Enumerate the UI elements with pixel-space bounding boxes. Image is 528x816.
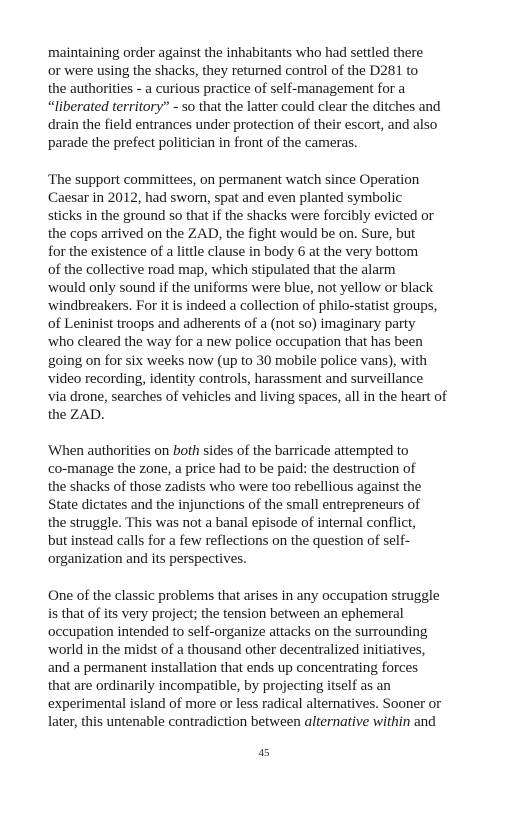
text-segment: and [410, 713, 436, 731]
text-segment: and a permanent installation that ends up concentrating forces [48, 658, 418, 676]
body-text [48, 44, 488, 749]
text-segment: of the collective road map, which stipulated that the alarm [48, 261, 396, 279]
italic-text: liberated territory [54, 98, 163, 116]
text-segment: “ [48, 98, 55, 116]
text-line [48, 98, 488, 116]
text-line [48, 442, 488, 460]
text-segment: the authorities - a curious practice of self-management for a [48, 80, 405, 98]
text-line [48, 225, 488, 243]
text-segment: parade the prefect politician in front of the cameras. [48, 134, 358, 152]
text-segment: co-manage the zone, a price had to be paid: the destruction of [48, 459, 416, 477]
text-segment: sticks in the ground so that if the shacks were forcibly evicted or [48, 206, 434, 224]
text-segment: that are ordinarily incompatible, by projecting itself as an [48, 677, 391, 694]
text-segment: maintaining order against the inhabitants who had settled there [48, 44, 423, 61]
text-line [48, 641, 488, 659]
text-segment: organization and its perspectives. [48, 550, 247, 568]
text-segment: One of the classic problems that arises in any occupation struggle [48, 586, 440, 604]
text-segment: would only sound if the uniforms were blue, not yellow or black [48, 279, 434, 297]
text-line [48, 713, 488, 731]
text-line [48, 677, 488, 695]
text-line [48, 315, 488, 333]
text-line [48, 134, 488, 152]
text-line [48, 532, 488, 550]
text-line [48, 297, 488, 315]
text-line [48, 116, 488, 134]
text-segment: Caesar in 2012, had sworn, spat and even planted symbolic [48, 188, 403, 206]
text-segment: world in the midst of a thousand other decentralized initiatives, [48, 640, 426, 658]
text-segment: via drone, searches of vehicles and living spaces, all in the heart of [48, 387, 447, 405]
text-segment: sides of the barricade attempted to [199, 441, 409, 459]
text-line [48, 352, 488, 370]
text-line [48, 496, 488, 514]
text-line [48, 623, 488, 641]
text-line [48, 388, 488, 406]
text-segment: drain the field entrances under protection of their escort, and also [48, 116, 438, 134]
text-segment: later, this untenable contradiction between [48, 713, 305, 731]
text-segment: the struggle. This was not a banal episode of internal conflict, [48, 514, 416, 532]
text-segment: is that of its very project; the tension between an ephemeral [48, 604, 404, 622]
text-segment: video recording, identity controls, harassment and surveillance [48, 369, 423, 387]
text-line [48, 261, 488, 279]
text-segment: but instead calls for a few reflections on the question of self- [48, 532, 410, 550]
paragraph [48, 171, 488, 424]
text-line [48, 279, 488, 297]
text-segment: for the existence of a little clause in body 6 at the very bottom [48, 242, 419, 260]
text-line [48, 171, 488, 189]
text-segment: going on for six weeks now (up to 30 mobile police vans), with [48, 351, 427, 369]
text-line [48, 207, 488, 225]
text-line [48, 478, 488, 496]
text-line [48, 406, 488, 424]
text-segment: or were using the shacks, they returned control of the D281 to [48, 62, 419, 80]
text-line [48, 550, 488, 568]
text-line [48, 605, 488, 623]
text-line [48, 333, 488, 351]
text-line [48, 62, 488, 80]
text-segment: the shacks of those zadists who were too rebellious against the [48, 478, 422, 496]
text-line [48, 370, 488, 388]
text-line [48, 695, 488, 713]
text-segment: When authorities on [48, 441, 173, 459]
text-segment: occupation intended to self-organize attacks on the surrounding [48, 622, 428, 640]
text-segment: ” - so that the latter could clear the ditches and [162, 98, 441, 116]
text-segment: windbreakers. For it is indeed a collection of philo-statist groups, [48, 297, 438, 315]
text-line [48, 587, 488, 605]
page-number: 45 [258, 747, 270, 759]
paragraph [48, 442, 488, 569]
text-line [48, 460, 488, 478]
text-segment: State dictates and the injunctions of the small entrepreneurs of [48, 496, 420, 514]
text-segment: experimental island of more or less radical alternatives. Sooner or [48, 695, 442, 713]
paragraph [48, 587, 488, 732]
text-segment: who cleared the way for a new police occupation that has been [48, 333, 423, 351]
text-segment: the ZAD. [48, 405, 105, 423]
text-line [48, 243, 488, 261]
text-segment: The support committees, on permanent watch since Operation [48, 170, 420, 188]
text-line [48, 514, 488, 532]
text-line [48, 189, 488, 207]
text-line [48, 80, 488, 98]
text-segment: the cops arrived on the ZAD, the fight would be on. Sure, but [48, 224, 416, 242]
text-line [48, 44, 488, 62]
paragraph [48, 44, 488, 153]
italic-text: alternative within [304, 713, 411, 731]
text-segment: of Leninist troops and adherents of a (not so) imaginary party [48, 315, 416, 333]
text-line [48, 659, 488, 677]
italic-text: both [172, 441, 200, 459]
